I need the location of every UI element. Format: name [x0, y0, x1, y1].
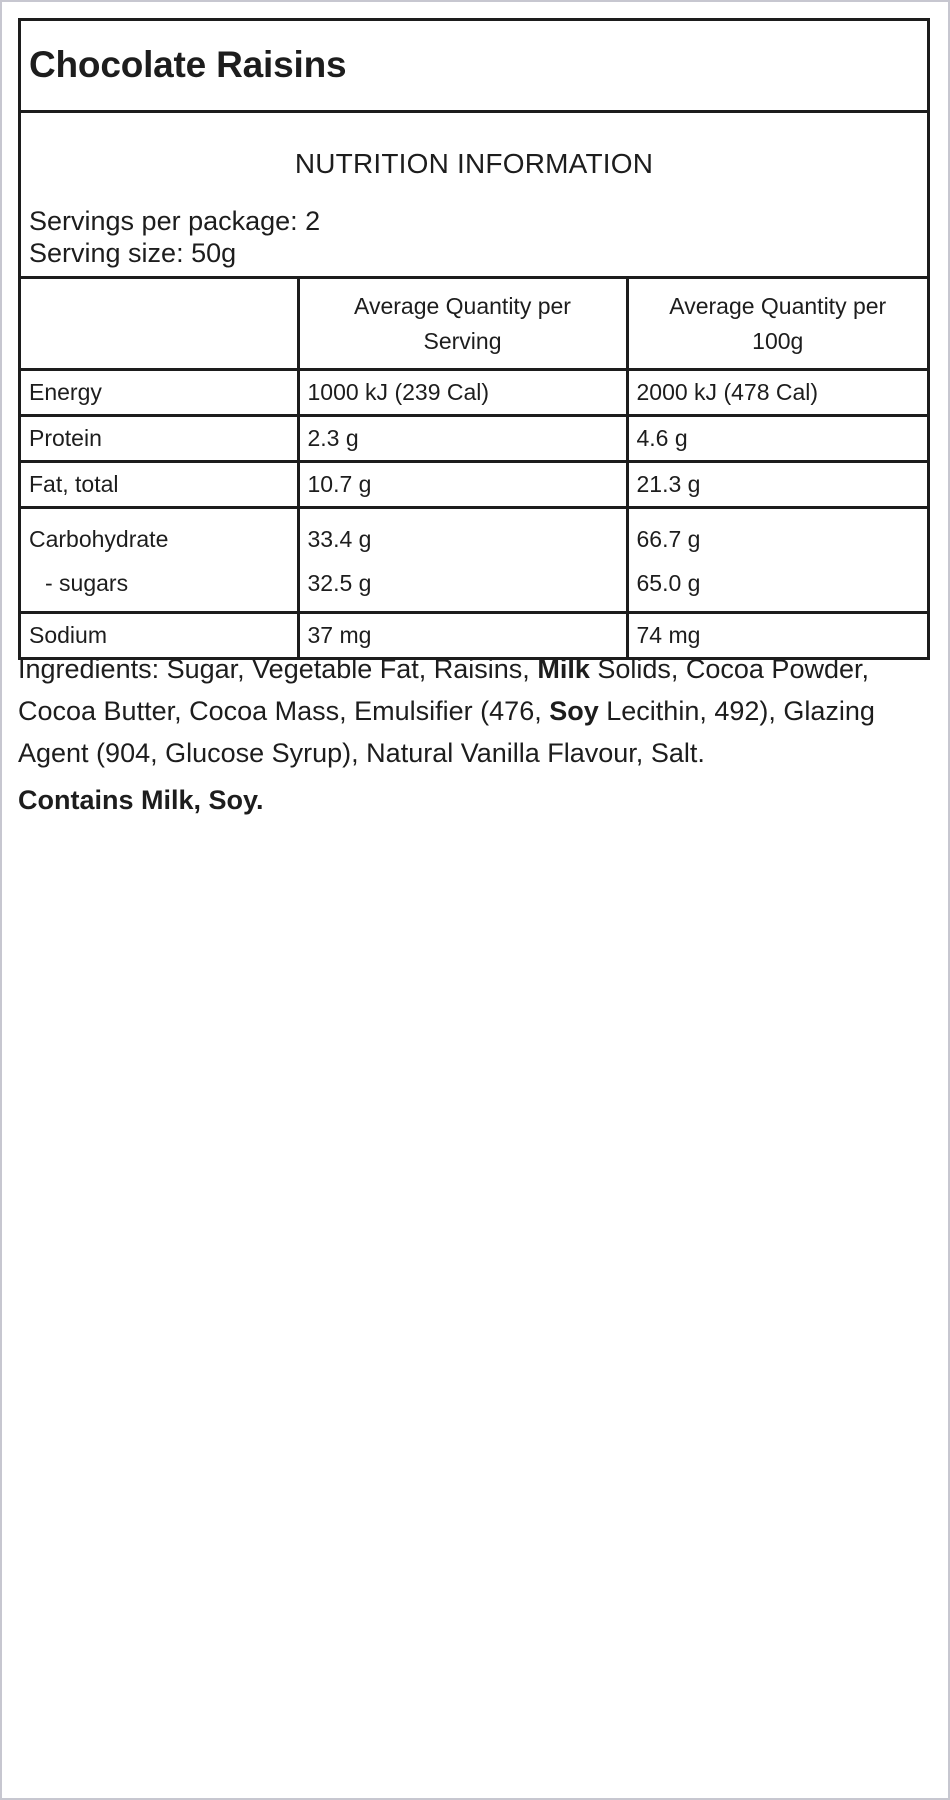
per-100g-value: 74 mg — [636, 622, 701, 648]
per-serving-value: 10.7 g — [298, 462, 627, 508]
ingredients-list — [18, 648, 932, 774]
per-100g-value: 2000 kJ (478 Cal) — [627, 370, 927, 416]
table-header-row — [21, 279, 927, 370]
per-100g-group — [627, 508, 927, 613]
per-serving-group — [298, 508, 627, 613]
per-serving-value: 1000 kJ (239 Cal) — [298, 370, 627, 416]
nutrient-subname: - sugars — [45, 570, 129, 596]
ingredients-text: Solids, Cocoa Powder, Cocoa Butter, Cocoa Mass, Emulsifier (476, — [18, 654, 869, 726]
serving-size: Serving size: 50g — [29, 238, 237, 268]
nutrient-name: Sodium — [21, 613, 298, 658]
nutrition-heading: NUTRITION INFORMATION — [294, 148, 654, 179]
per-serving-value: 2.3 g — [298, 416, 627, 462]
allergen-highlight-soy: Soy — [549, 696, 599, 726]
nutrient-name-group — [21, 508, 298, 613]
nutrient-name: Protein — [21, 416, 298, 462]
nutrient-name: Energy — [21, 370, 298, 416]
ingredients-text: Ingredients: Sugar, Vegetable Fat, Raisins, — [18, 654, 538, 684]
table-row — [21, 416, 927, 462]
table-row — [21, 462, 927, 508]
servings-per-package: Servings per package: 2 — [29, 206, 321, 236]
per-100g-value: 66.7 g — [636, 526, 701, 552]
nutrient-name: Carbohydrate — [29, 526, 169, 552]
table-row — [21, 508, 927, 613]
column-header-nutrient — [21, 279, 298, 370]
column-header-per-serving: Average Quantity per Serving — [298, 279, 627, 370]
allergen-statement: Contains Milk, Soy. — [18, 785, 264, 815]
nutrition-table — [21, 279, 927, 657]
ingredients-text: Lecithin, 492), Glazing Agent (904, Glucose Syrup), Natural Vanilla Flavour, Salt. — [18, 696, 875, 768]
table-row — [21, 370, 927, 416]
per-100g-value: 21.3 g — [627, 462, 927, 508]
per-serving-value: 32.5 g — [307, 570, 372, 596]
per-100g-value: 4.6 g — [627, 416, 927, 462]
nutrition-header — [21, 113, 927, 279]
allergen-highlight-milk: Milk — [537, 654, 590, 684]
per-serving-value: 33.4 g — [307, 526, 372, 552]
per-100g-value: 65.0 g — [636, 570, 701, 596]
column-header-per-100g: Average Quantity per 100g — [627, 279, 927, 370]
per-serving-value: 37 mg — [298, 613, 627, 658]
product-title: Chocolate Raisins — [21, 21, 927, 113]
nutrition-panel — [18, 18, 930, 660]
nutrient-name: Fat, total — [21, 462, 298, 508]
